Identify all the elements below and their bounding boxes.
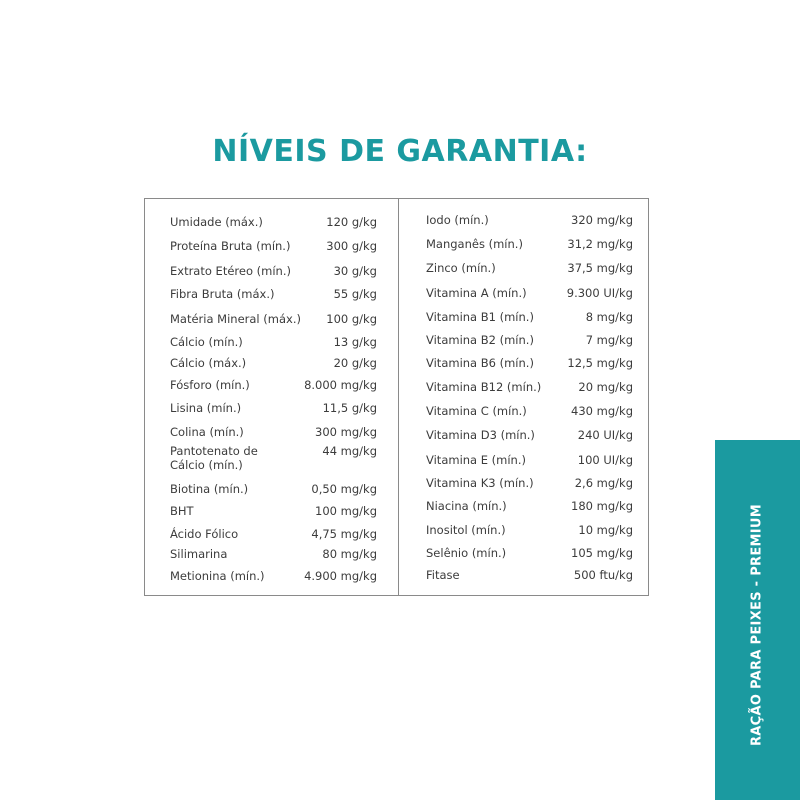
nutrient-label: Silimarina (170, 547, 228, 561)
nutrient-value: 120 g/kg (326, 215, 377, 229)
table-row (426, 499, 633, 513)
nutrient-value: 4.900 mg/kg (304, 569, 377, 583)
nutrient-label: Metionina (mín.) (170, 569, 265, 583)
nutrient-value: 8.000 mg/kg (304, 378, 377, 392)
table-row (426, 261, 633, 275)
table-row (170, 527, 377, 541)
table-row (426, 380, 633, 394)
nutrient-value: 9.300 UI/kg (566, 286, 633, 300)
nutrient-value: 500 ftu/kg (573, 568, 633, 582)
nutrient-value: 100 g/kg (326, 312, 377, 326)
table-row (426, 237, 633, 251)
nutrient-label: Vitamina B6 (mín.) (426, 356, 534, 370)
nutrient-value: 180 mg/kg (571, 499, 633, 513)
nutrient-value: 300 g/kg (326, 239, 377, 253)
table-row (170, 547, 377, 561)
table-row (426, 523, 633, 537)
nutrient-label: Biotina (mín.) (170, 482, 249, 496)
table-row (170, 569, 377, 583)
table-row (426, 546, 633, 560)
nutrient-value: 30 g/kg (333, 264, 377, 278)
nutrient-label: Vitamina K3 (mín.) (426, 476, 534, 490)
nutrient-label: Cálcio (mín.) (170, 335, 243, 349)
nutrient-label: Selênio (mín.) (426, 546, 507, 560)
nutrient-label: Manganês (mín.) (426, 237, 523, 251)
nutrient-label: Lisina (mín.) (170, 401, 242, 415)
nutrient-value: 240 UI/kg (577, 428, 633, 442)
nutrient-label: Inositol (mín.) (426, 523, 506, 537)
nutrient-value: 13 g/kg (333, 335, 377, 349)
table-row (170, 239, 377, 253)
nutrient-label: Vitamina A (mín.) (426, 286, 527, 300)
table-row (426, 310, 633, 324)
nutrient-value: 44 mg/kg (322, 444, 377, 458)
nutrient-label: Umidade (máx.) (170, 215, 263, 229)
nutrient-label: Vitamina D3 (mín.) (426, 428, 535, 442)
nutrient-label: Vitamina E (mín.) (426, 453, 526, 467)
nutrient-value: 300 mg/kg (315, 425, 377, 439)
nutrient-value: 20 g/kg (333, 356, 377, 370)
nutrient-value: 10 mg/kg (578, 523, 633, 537)
nutrient-value: 37,5 mg/kg (567, 261, 633, 275)
nutrient-value: 55 g/kg (333, 287, 377, 301)
table-row (170, 401, 377, 415)
nutrient-label: Proteína Bruta (mín.) (170, 239, 291, 253)
nutrient-value: 4,75 mg/kg (311, 527, 377, 541)
table-row (426, 428, 633, 442)
nutrient-label: Vitamina B12 (mín.) (426, 380, 542, 394)
table-row (170, 444, 377, 472)
nutrient-label: Fitase (426, 568, 460, 582)
nutrient-value: 20 mg/kg (578, 380, 633, 394)
nutrient-label: Iodo (mín.) (426, 213, 489, 227)
nutrient-label: Vitamina B2 (mín.) (426, 333, 534, 347)
nutrient-value: 11,5 g/kg (322, 401, 377, 415)
nutrient-label: Vitamina C (mín.) (426, 404, 527, 418)
nutrient-value: 8 mg/kg (585, 310, 633, 324)
guarantee-table (144, 198, 649, 596)
page-title: NÍVEIS DE GARANTIA: (212, 134, 588, 169)
table-row (426, 213, 633, 227)
table-row (170, 264, 377, 278)
table-row (170, 335, 377, 349)
nutrient-value: 320 mg/kg (571, 213, 633, 227)
table-row (170, 312, 377, 326)
table-row (170, 356, 377, 370)
column-divider (398, 199, 399, 595)
nutrient-label: Vitamina B1 (mín.) (426, 310, 534, 324)
nutrient-label: Extrato Etéreo (mín.) (170, 264, 291, 278)
nutrient-value: 0,50 mg/kg (311, 482, 377, 496)
nutrient-value: 80 mg/kg (322, 547, 377, 561)
nutrient-value: 2,6 mg/kg (574, 476, 633, 490)
table-row (426, 286, 633, 300)
nutrient-value: 7 mg/kg (585, 333, 633, 347)
nutrient-label: BHT (170, 504, 194, 518)
nutrient-value: 12,5 mg/kg (567, 356, 633, 370)
nutrient-value: 31,2 mg/kg (567, 237, 633, 251)
table-row (426, 453, 633, 467)
table-row (170, 425, 377, 439)
table-row (426, 404, 633, 418)
nutrient-label: Matéria Mineral (máx.) (170, 312, 301, 326)
nutrient-value: 100 UI/kg (577, 453, 633, 467)
nutrient-value: 105 mg/kg (571, 546, 633, 560)
nutrient-label: Fósforo (mín.) (170, 378, 250, 392)
nutrient-label: Niacina (mín.) (426, 499, 507, 513)
nutrient-label: Zinco (mín.) (426, 261, 496, 275)
nutrient-label: Colina (mín.) (170, 425, 244, 439)
side-banner-text: RAÇÃO PARA PEIXES - PREMIUM (749, 504, 765, 746)
table-row (170, 504, 377, 518)
nutrient-value: 100 mg/kg (315, 504, 377, 518)
nutrient-label: Fibra Bruta (máx.) (170, 287, 275, 301)
table-row (170, 378, 377, 392)
nutrient-label: Cálcio (máx.) (170, 356, 247, 370)
table-row (426, 356, 633, 370)
table-row (170, 215, 377, 229)
table-row (170, 482, 377, 496)
table-row (426, 568, 633, 582)
nutrient-value: 430 mg/kg (571, 404, 633, 418)
nutrient-label: Ácido Fólico (170, 527, 239, 541)
table-row (170, 287, 377, 301)
nutrient-label: Pantotenato de Cálcio (mín.) (170, 444, 258, 472)
table-row (426, 333, 633, 347)
table-row (426, 476, 633, 490)
